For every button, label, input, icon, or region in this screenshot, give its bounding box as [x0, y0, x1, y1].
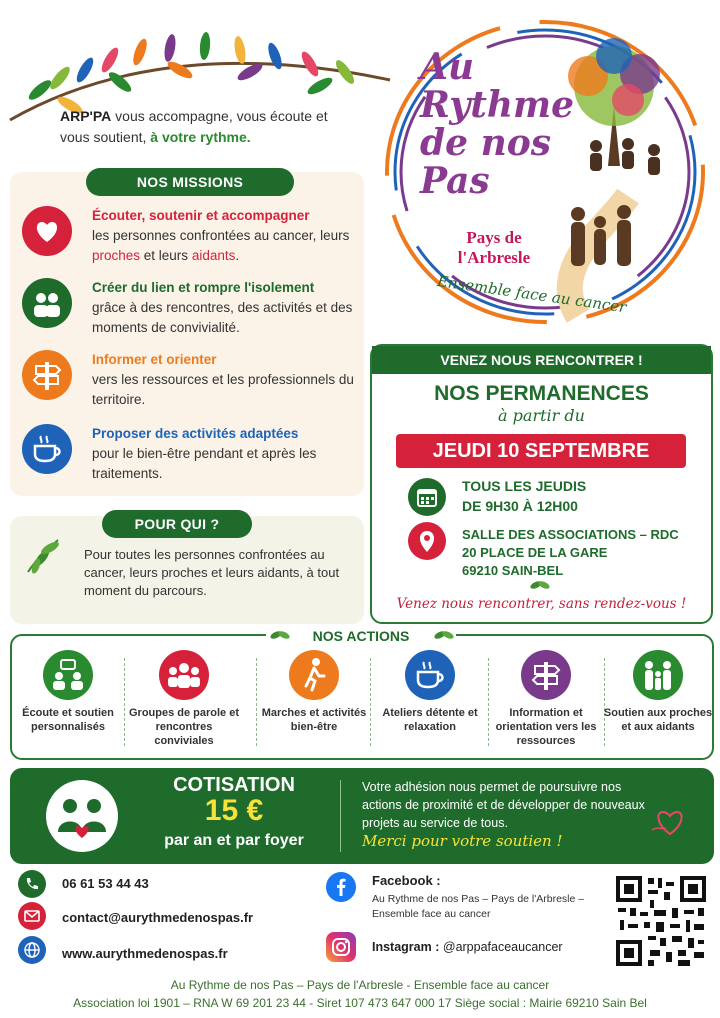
calendar-icon: [408, 478, 446, 516]
instagram-icon[interactable]: [326, 932, 356, 962]
action-divider: [256, 658, 257, 746]
email-address[interactable]: contact@aurythmedenospas.fr: [62, 910, 254, 925]
action-label: Soutien aux proches et aux aidants: [603, 707, 713, 733]
action-divider: [488, 658, 489, 746]
mission-desc: et leurs: [140, 248, 192, 263]
mission-text: [92, 206, 364, 266]
sprout-icon: [270, 628, 290, 642]
action-label: Ateliers détente et relaxation: [382, 707, 478, 733]
coffee-cup-icon: [405, 650, 455, 700]
permanences-from: à partir du: [498, 406, 585, 425]
mission-title: Écouter, soutenir et accompagner: [92, 208, 310, 223]
footer-legal: Association loi 1901 – RNA W 69 201 23 44 - Siret 107 473 647 000 17 Siège social : Mairie 69210 Sain Bel: [73, 996, 647, 1010]
missions-heading: NOS MISSIONS: [86, 168, 294, 196]
location-pin-icon: [408, 522, 446, 560]
sprout-icon: [434, 628, 454, 642]
logo-title-line: Rythme: [420, 84, 575, 126]
schedule-line: TOUS LES JEUDIS: [462, 478, 587, 494]
brand-name: ARP'PA: [60, 108, 112, 124]
logo-subtitle-line: Pays de: [466, 228, 522, 247]
mission-title: Créer du lien et rompre l'isolement: [92, 280, 315, 295]
permanences-title: NOS PERMANENCES: [434, 382, 649, 405]
mission-highlight: proches: [92, 248, 141, 263]
action-divider: [370, 658, 371, 746]
conversation-icon: [43, 650, 93, 700]
mission-desc: grâce à des rencontres, des activités et des moments de convivialité.: [92, 300, 353, 335]
qr-code[interactable]: [614, 874, 708, 968]
footer-line: Au Rythme de nos Pas – Pays de l'Arbresle - Ensemble face au cancer: [170, 978, 550, 992]
logo-title-line: de nos: [420, 122, 552, 164]
action-label: Marches et activités bien-être: [261, 707, 367, 733]
actions-heading: NOS ACTIONS: [266, 626, 456, 646]
logo-title: [420, 46, 575, 202]
heart-icon: [22, 206, 72, 256]
logo-title-line: Au: [420, 46, 475, 88]
mission-desc: .: [235, 248, 240, 263]
logo-title-line: Pas: [420, 160, 490, 202]
mission-text: [92, 350, 364, 410]
heart-doodle-icon: [650, 800, 690, 840]
cotisation-divider: [340, 780, 341, 852]
mission-text: [92, 278, 364, 338]
action-divider: [124, 658, 125, 746]
pour-qui-text: Pour toutes les personnes confrontées au cancer, leurs proches et leurs aidants, à tout moment du parcours.: [84, 547, 340, 598]
walking-icon: [289, 650, 339, 700]
mission-desc: les personnes confrontées au cancer, leurs: [92, 228, 350, 243]
action-label: Groupes de parole et rencontres conviviales: [128, 707, 240, 747]
website-url[interactable]: www.aurythmedenospas.fr: [62, 946, 228, 961]
coffee-cup-icon: [22, 424, 72, 474]
mission-title: Informer et orienter: [92, 352, 217, 367]
sprout-icon: [530, 578, 550, 592]
membership-icon: [40, 776, 124, 856]
action-item: [602, 650, 714, 734]
action-label: Information et orientation vers les ressources: [495, 707, 597, 747]
intro-text: [60, 106, 360, 148]
logo-tagline: Ensemble face au cancer: [436, 271, 628, 317]
action-item: [12, 650, 124, 734]
mission-desc: pour le bien-être pendant et après les traitements.: [92, 446, 317, 481]
permanences-note: Venez nous rencontrer, sans rendez-vous !: [396, 596, 687, 612]
cotisation-title: COTISATION: [173, 774, 295, 796]
mission-desc: vers les ressources et les professionnels du territoire.: [92, 372, 354, 407]
action-item: [490, 650, 602, 748]
intro-body: vous accompagne, vous écoute et vous soutient,: [60, 108, 328, 145]
instagram-label: Instagram :: [372, 940, 440, 954]
cotisation-price: 15 €: [204, 794, 264, 827]
action-label: Écoute et soutien personnalisés: [22, 707, 114, 733]
address-line: 20 PLACE DE LA GARE: [462, 545, 608, 560]
action-item: [128, 650, 240, 748]
facebook-icon[interactable]: [326, 872, 356, 902]
schedule-line: DE 9H30 À 12H00: [462, 498, 578, 514]
address-line: SALLE DES ASSOCIATIONS – RDC: [462, 527, 679, 542]
address-line: 69210 SAIN-BEL: [462, 563, 564, 578]
pour-qui-heading: POUR QUI ?: [102, 510, 252, 538]
facebook-page-name[interactable]: Au Rythme de nos Pas – Pays de l'Arbresle – Ensemble face au cancer: [372, 893, 585, 920]
signpost-icon: [22, 350, 72, 400]
people-icon: [22, 278, 72, 328]
cotisation-thanks: Merci pour votre soutien !: [362, 832, 563, 850]
permanences-date: JEUDI 10 SEPTEMBRE: [396, 434, 686, 468]
logo-subtitle: [434, 228, 554, 268]
action-item: [374, 650, 486, 734]
email-icon: [18, 902, 46, 930]
leaf-icon: [22, 532, 66, 576]
logo-subtitle-line: l'Arbresle: [457, 248, 531, 267]
facebook-label: Facebook :: [372, 873, 441, 888]
permanences-schedule: [462, 476, 586, 516]
phone-number[interactable]: 06 61 53 44 43: [62, 876, 149, 891]
instagram-row: [372, 940, 563, 954]
cotisation-text: Votre adhésion nous permet de poursuivre nos actions de proximité et de développer de nouveaux projets au service de tous.: [362, 780, 645, 830]
mission-text: [92, 424, 364, 484]
family-icon: [633, 650, 683, 700]
phone-icon: [18, 870, 46, 898]
cotisation-period: par an et par foyer: [164, 832, 304, 849]
intro-highlight: à votre rythme.: [150, 129, 251, 145]
permanences-address: [462, 526, 679, 580]
signpost-icon: [521, 650, 571, 700]
group-icon: [159, 650, 209, 700]
mission-title: Proposer des activités adaptées: [92, 426, 299, 441]
permanences-header: VENEZ NOUS RENCONTRER !: [372, 346, 711, 374]
action-item: [258, 650, 370, 734]
mission-highlight: aidants: [191, 248, 236, 263]
instagram-handle[interactable]: @arppafaceaucancer: [442, 940, 563, 954]
globe-icon: [18, 936, 46, 964]
